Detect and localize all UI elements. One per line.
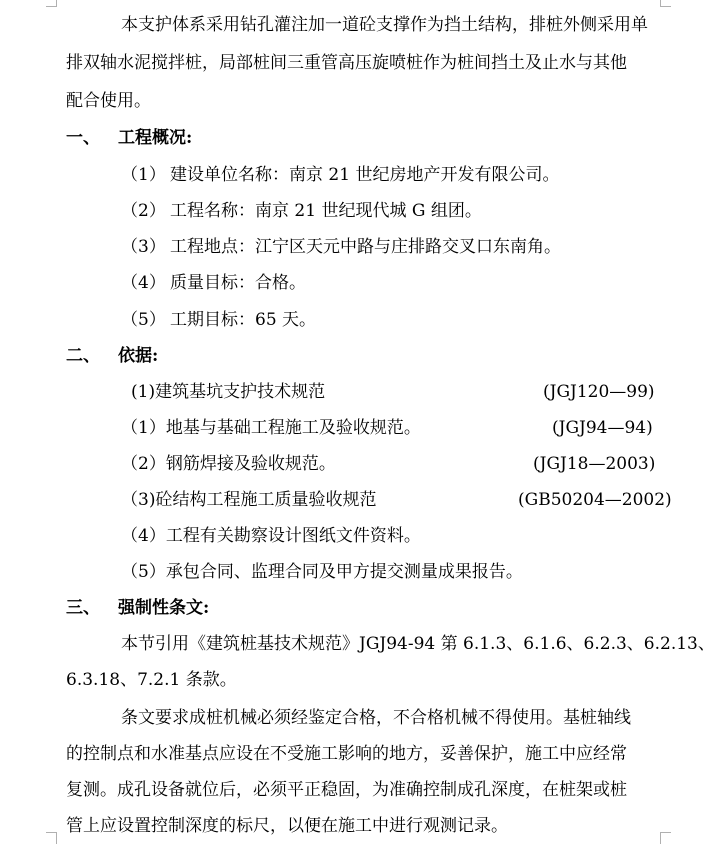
paragraph-line: 本节引用《建筑桩基技术规范》JGJ94-94 第 6.1.3、6.1.6、6.2.3、6.2.13、 [121,634,715,654]
paragraph-line: 条文要求成桩机械必须经鉴定合格，不合格机械不得使用。基桩轴线 [121,708,631,728]
list-item-number: （2） [121,201,166,221]
reference-code: (JGJ120—99) [543,382,655,402]
list-item: 工程地点：江宁区天元中路与庄排路交叉口东南角。 [170,237,561,257]
page-corner-mark-bottom-left [46,832,57,844]
intro-line: 本支护体系采用钻孔灌注加一道砼支撑作为挡土结构，排桩外侧采用单 [121,15,648,35]
section-number: 一、 [66,128,100,148]
list-item: 工程名称：南京 21 世纪现代城 G 组团。 [170,201,482,221]
reference-item: （1）地基与基础工程施工及验收规范。 [121,418,421,438]
list-item: 质量目标：合格。 [170,273,306,293]
section-number: 三、 [66,598,100,618]
list-item-number: （5） [121,310,166,330]
list-item-number: （4） [121,273,166,293]
reference-code: (JGJ94—94) [552,418,653,438]
intro-line: 排双轴水泥搅拌桩，局部桩间三重管高压旋喷桩作为桩间挡土及止水与其他 [66,53,627,73]
section-number: 二、 [66,346,100,366]
paragraph-line: 管上应设置控制深度的标尺，以便在施工中进行观测记录。 [66,816,508,836]
reference-item: （5）承包合同、监理合同及甲方提交测量成果报告。 [121,562,523,582]
reference-item: （3)砼结构工程施工质量验收规范 [121,490,377,510]
list-item: 工期目标：65 天。 [170,310,317,330]
reference-item: （4）工程有关勘察设计图纸文件资料。 [121,526,421,546]
list-item-number: （3） [121,237,166,257]
section-title: 依据: [118,346,159,366]
page-corner-mark-bottom-right [660,832,671,844]
section-title: 强制性条文: [118,598,210,618]
reference-code: (GB50204—2002) [518,490,672,510]
list-item: 建设单位名称：南京 21 世纪房地产开发有限公司。 [170,165,560,185]
paragraph-line: 复测。成孔设备就位后，必须平正稳固，为准确控制成孔深度，在桩架或桩 [66,780,627,800]
page-corner-mark-top-right [660,0,671,7]
page-corner-mark-top-left [46,0,57,7]
intro-line: 配合使用。 [66,91,151,111]
paragraph-line: 6.3.18、7.2.1 条款。 [66,670,237,690]
paragraph-line: 的控制点和水准基点应设在不受施工影响的地方，妥善保护，施工中应经常 [66,744,627,764]
reference-item: （2）钢筋焊接及验收规范。 [121,454,336,474]
reference-code: (JGJ18—2003) [533,454,656,474]
reference-item: (1)建筑基坑支护技术规范 [131,382,326,402]
section-title: 工程概况: [118,128,193,148]
list-item-number: （1） [121,165,166,185]
